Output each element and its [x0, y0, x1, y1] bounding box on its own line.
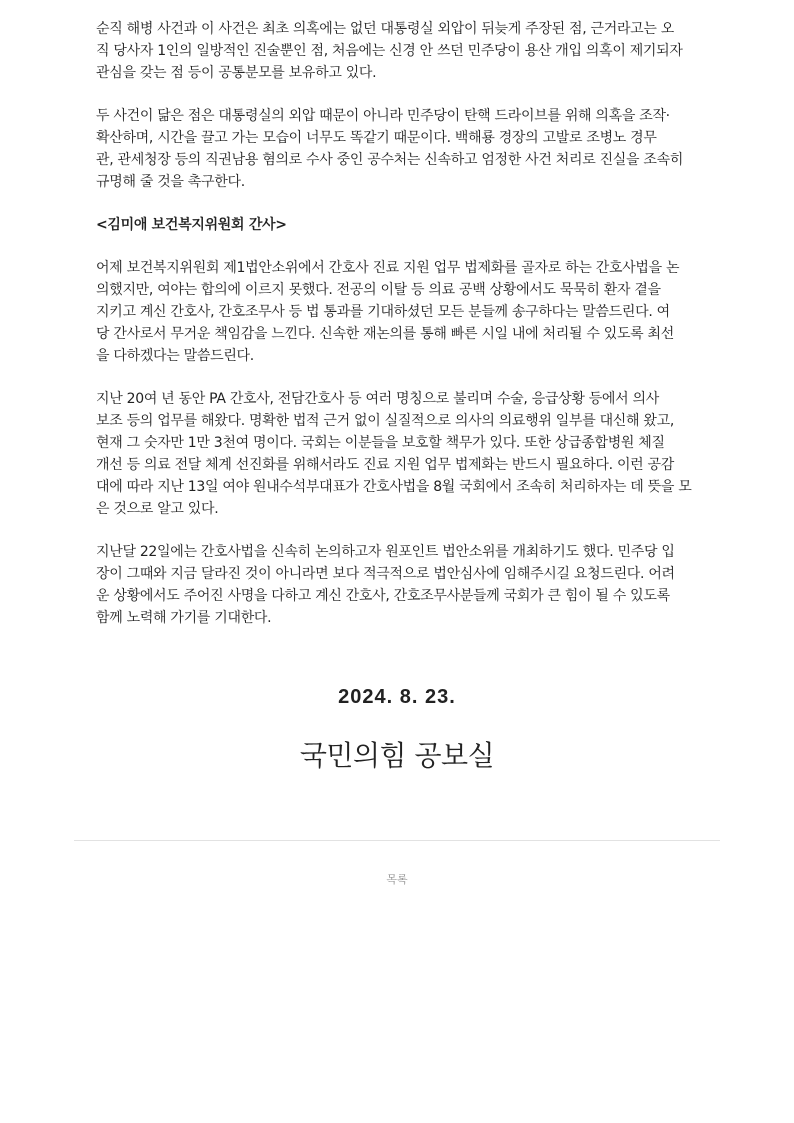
section-heading: <김미애 보건복지위원회 간사> — [96, 217, 287, 233]
organization-name: 국민의힘 공보실 — [299, 739, 495, 772]
article-paragraph: 어제 보건복지위원회 제1법안소위에서 간호사 진료 지원 업무 법제화를 골자로 하는 간호사법을 논 의했지만, 여야는 합의에 이르지 못했다. 전공의 이탈 등 의료 공백 상황에서도 묵묵히 환자 곁을 지키고 계신 간호사, 간호조무사 등 법 통과를 기대하셨던 모든 분들께 송구하다는 말씀드린다. 여 당 간사로서 무거운 책임감을 느낀다. 신속한 재논의를 통해 빠른 시일 내에 처리될 수 있도록 최선 을 다하겠다는 말씀드린다. — [96, 260, 680, 364]
release-date: 2024. 8. 23. — [338, 686, 456, 708]
footer-divider — [74, 840, 720, 841]
article-body — [96, 18, 700, 650]
list-button[interactable]: 목록 — [386, 873, 408, 886]
article-paragraph: 지난 20여 년 동안 PA 간호사, 전담간호사 등 여러 명칭으로 불리며 수술, 응급상황 등에서 의사 보조 등의 업무를 해왔다. 명확한 법적 근거 없이 실질적으로 의사의 의료행위 일부를 대신해 왔고, 현재 그 숫자만 1만 3천여 명이다. 국회는 이분들을 보호할 책무가 있다. 또한 상급종합병원 체질 개선 등 의료 전달 체계 선진화를 위해서라도 진료 지원 업무 법제화는 반드시 필요하다. 이런 공감 대에 따라 지난 13일 여야 원내수석부대표가 간호사법을 8월 국회에서 조속히 처리하자는 데 뜻을 모 은 것으로 알고 있다. — [96, 391, 692, 517]
article-paragraph: 순직 해병 사건과 이 사건은 최초 의혹에는 없던 대통령실 외압이 뒤늦게 주장된 점, 근거라고는 오 직 당사자 1인의 일방적인 진술뿐인 점, 처음에는 신경 안 쓰던 민주당이 용산 개입 의혹이 제기되자 관심을 갖는 점 등이 공통분모를 보유하고 있다. — [96, 21, 683, 81]
article-paragraph: 지난달 22일에는 간호사법을 신속히 논의하고자 원포인트 법안소위를 개최하기도 했다. 민주당 입 장이 그때와 지금 달라진 것이 아니라면 보다 적극적으로 법안심사에 임해주시길 요청드린다. 어려 운 상황에서도 주어진 사명을 다하고 계신 간호사, 간호조무사분들께 국회가 큰 힘이 될 수 있도록 함께 노력해 가기를 기대한다. — [96, 544, 675, 626]
article-paragraph: 두 사건이 닮은 점은 대통령실의 외압 때문이 아니라 민주당이 탄핵 드라이브를 위해 의혹을 조작· 확산하며, 시간을 끌고 가는 모습이 너무도 똑같기 때문이다. 백해룡 경장의 고발로 조병노 경무 관, 관세청장 등의 직권남용 혐의로 수사 중인 공수처는 신속하고 엄정한 사건 처리로 진실을 조속히 규명해 줄 것을 촉구한다. — [96, 108, 684, 190]
